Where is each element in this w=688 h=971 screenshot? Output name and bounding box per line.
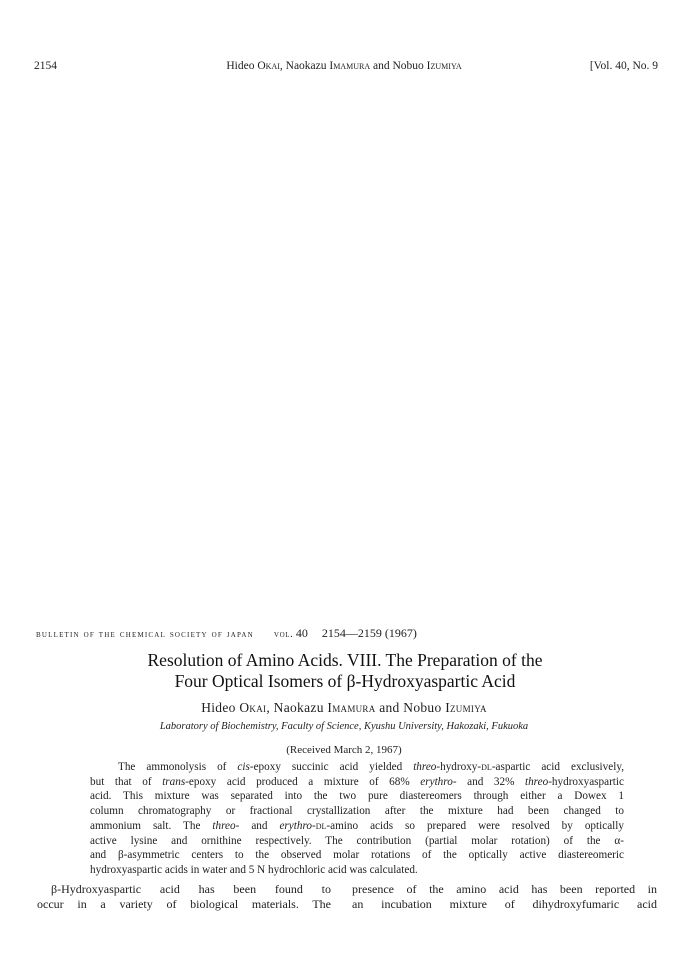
abstract-line: and β-asymmetric centers to the observed molar rotations of the optically active diastereomeric [90, 849, 624, 862]
abstract-line: but that of trans-epoxy acid produced a mixture of 68% erythro- and 32% threo-hydroxyaspartic [90, 775, 624, 788]
volume-reference: [Vol. 40, No. 9 [589, 60, 658, 72]
received-date: (Received March 2, 1967) [286, 744, 402, 756]
abstract-line: column chromatography or fractional crystallization after the mixture had been changed to [90, 805, 624, 818]
abstract-line: hydroxyaspartic acids in water and 5 N hydrochloric acid was calculated. [90, 863, 418, 876]
article-title: Resolution of Amino Acids. VIII. The Preparation of the Four Optical Isomers of β-Hydroxyaspartic Acid [147, 650, 543, 691]
journal-line [36, 626, 646, 641]
abstract-line: The ammonolysis of cis-epoxy succinic acid yielded threo-hydroxy-dl-aspartic acid exclusively, [118, 761, 624, 773]
journal-name: bulletin of the chemical society of japan [36, 629, 254, 640]
abstract-line: active lysine and ornithine respectively. The contribution (partial molar rotation) of the α- [90, 834, 624, 847]
authors: Hideo Okai, Naokazu Imamura and Nobuo Izumiya [201, 700, 487, 715]
affiliation: Laboratory of Biochemistry, Faculty of Science, Kyushu University, Hakozaki, Fukuoka [159, 721, 529, 732]
journal-volume: vol. 40 [273, 626, 308, 640]
body-line: β-Hydroxyaspartic acid has been found to [51, 882, 331, 896]
abstract [90, 760, 624, 878]
abstract-line: ammonium salt. The threo- and erythro-dl-amino acids so prepared were resolved by optically [90, 819, 624, 832]
body-line: presence of the amino acid has been reported in [352, 882, 657, 896]
body-line: occur in a variety of biological materials. The [37, 897, 331, 911]
body-line: an incubation mixture of dihydroxyfumaric acid [352, 897, 657, 911]
journal-pages: 2154—2159 (1967) [321, 626, 417, 640]
page-number: 2154 [34, 60, 57, 72]
abstract-line: acid. This mixture was separated into the two pure diastereomers through either a Dowex 1 [90, 790, 624, 803]
body-column-left [37, 882, 331, 912]
running-title: Hideo Okai, Naokazu Imamura and Nobuo Izumiya [226, 60, 462, 72]
body-column-right [352, 882, 657, 912]
